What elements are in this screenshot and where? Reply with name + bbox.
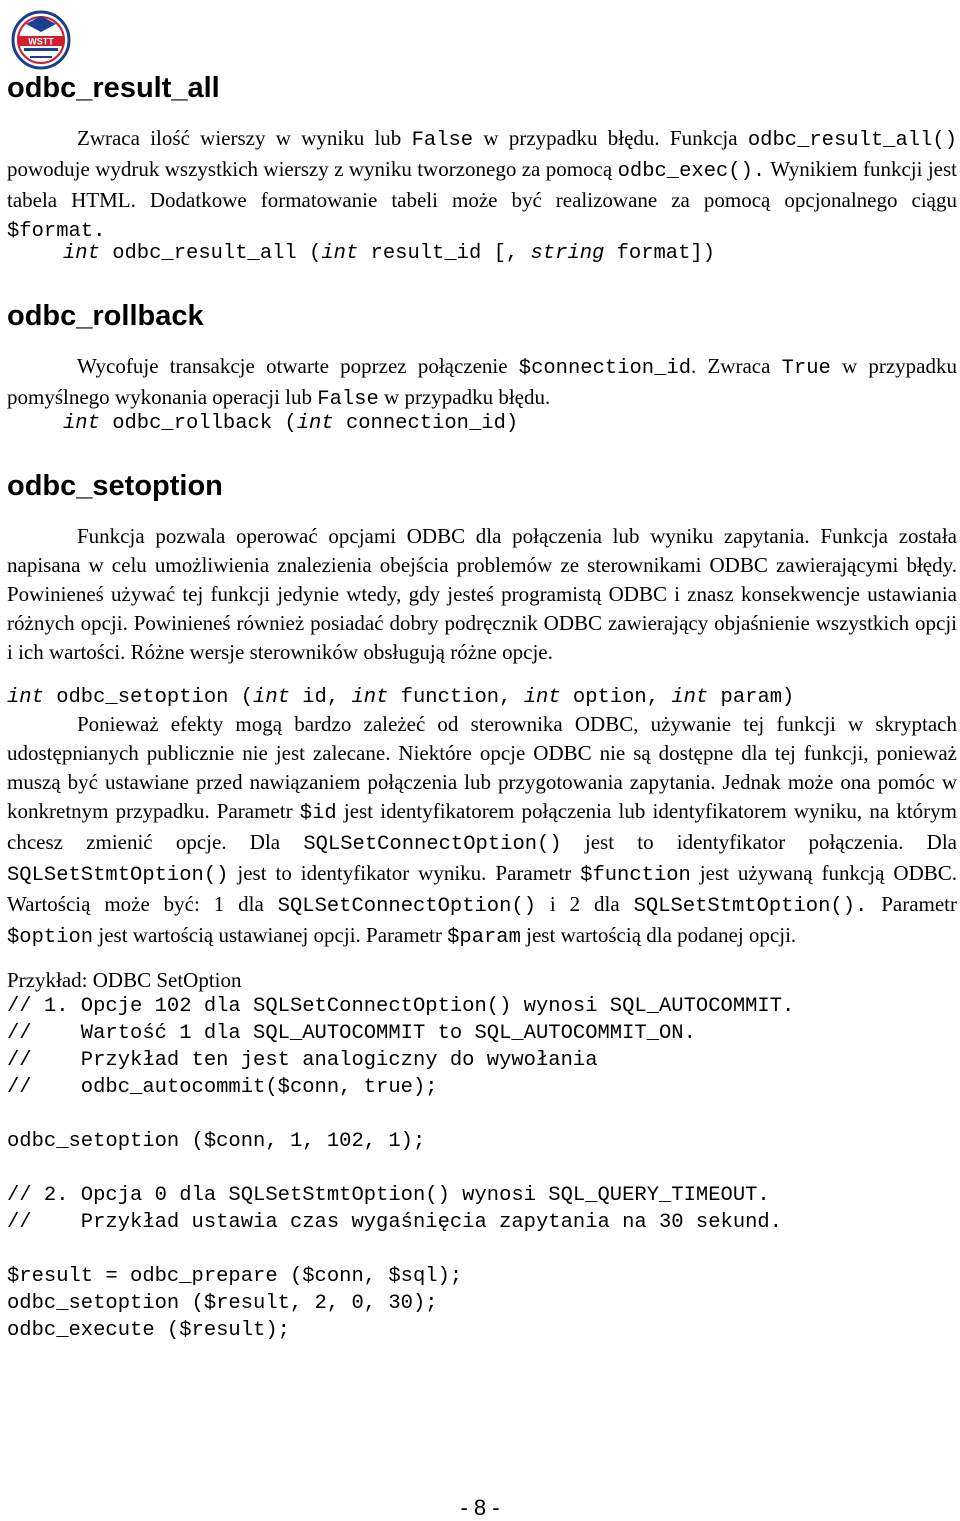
section-title-result-all: odbc_result_all <box>7 72 220 104</box>
signature-result-all: int odbc_result_all (int result_id [, string format]) <box>63 242 716 265</box>
section-title-setoption: odbc_setoption <box>7 470 223 502</box>
code-line: $result = odbc_prepare ($conn, $sql); <box>7 1265 463 1288</box>
paragraph-setoption-details: Ponieważ efekty mogą bardzo zależeć od sterownika ODBC, używanie tej funkcji w skryptach udostępnianych publicznie nie jest zalecane. Niektóre opcje ODBC nie są dostępne dla tej funkcji, ponieważ muszą być ustawiane przed nawiązaniem połączenia lub przygotowania zapytania. Jednak może ona pomóc w konkretnym przypadku. Parametr $id jest identyfikatorem połączenia lub identyfikatorem wyniku, na którym chcesz zmienić opcje. Dla SQLSetConnectOption() jest to identyfikator połączenia. Dla SQLSetStmtOption() jest to identyfikator wyniku. Parametr $function jest używaną funkcją ODBC. Wartością może być: 1 dla SQLSetConnectOption() i 2 dla SQLSetStmtOption(). Parametr $option jest wartością ustawianej opcji. Parametr $param jest wartością dla podanej opcji. <box>7 712 958 949</box>
signature-setoption: int odbc_setoption (int id, int function, int option, int param) <box>7 686 795 709</box>
code-line: // odbc_autocommit($conn, true); <box>7 1076 438 1099</box>
wstt-logo <box>8 6 74 70</box>
code-line: // Przykład ten jest analogiczny do wywołania <box>7 1049 598 1072</box>
code-line <box>7 1101 794 1128</box>
page-number: - 8 - <box>460 1495 500 1520</box>
code-example <box>7 993 794 1344</box>
code-line: // Przykład ustawia czas wygaśnięcia zapytania na 30 sekund. <box>7 1211 783 1234</box>
signature-rollback: int odbc_rollback (int connection_id) <box>63 412 519 435</box>
paragraph-setoption-intro: Funkcja pozwala operować opcjami ODBC dla połączenia lub wyniku zapytania. Funkcja została napisana w celu umożliwienia znalezienia obejścia problemów ze sterownikami ODBC zawierającymi błędy. Powinieneś używać tej funkcji jedynie wtedy, gdy jesteś programistą ODBC i znasz konsekwencje ustawiania różnych opcji. Powinieneś również posiadać dobry podręcznik ODBC zawierający objaśnienie wszystkich opcji i ich wartości. Różne wersje sterowników obsługują różne opcje. <box>7 524 957 664</box>
code-line: odbc_setoption ($conn, 1, 102, 1); <box>7 1130 426 1153</box>
code-line: odbc_execute ($result); <box>7 1319 290 1342</box>
example-label: Przykład: ODBC SetOption <box>7 968 242 992</box>
code-line: // Wartość 1 dla SQL_AUTOCOMMIT to SQL_AUTOCOMMIT_ON. <box>7 1022 696 1045</box>
section-title-rollback: odbc_rollback <box>7 300 204 332</box>
logo-text: WSTT <box>28 36 54 47</box>
code-line: odbc_setoption ($result, 2, 0, 30); <box>7 1292 438 1315</box>
paragraph-result-all: Zwraca ilość wierszy w wyniku lub False w przypadku błędu. Funkcja odbc_result_all() powoduje wydruk wszystkich wierszy z wyniku tworzonego za pomocą odbc_exec(). Wynikiem funkcji jest tabela HTML. Dodatkowe formatowanie tabeli może być realizowane za pomocą opcjonalnego ciągu $format. <box>7 126 958 243</box>
code-line: // 1. Opcje 102 dla SQLSetConnectOption() wynosi SQL_AUTOCOMMIT. <box>7 995 795 1018</box>
code-line <box>7 1236 794 1263</box>
code-line <box>7 1155 794 1182</box>
paragraph-rollback: Wycofuje transakcje otwarte poprzez połączenie $connection_id. Zwraca True w przypadku pomyślnego wykonania operacji lub False w przypadku błędu. <box>7 354 957 411</box>
code-line: // 2. Opcja 0 dla SQLSetStmtOption() wynosi SQL_QUERY_TIMEOUT. <box>7 1184 770 1207</box>
